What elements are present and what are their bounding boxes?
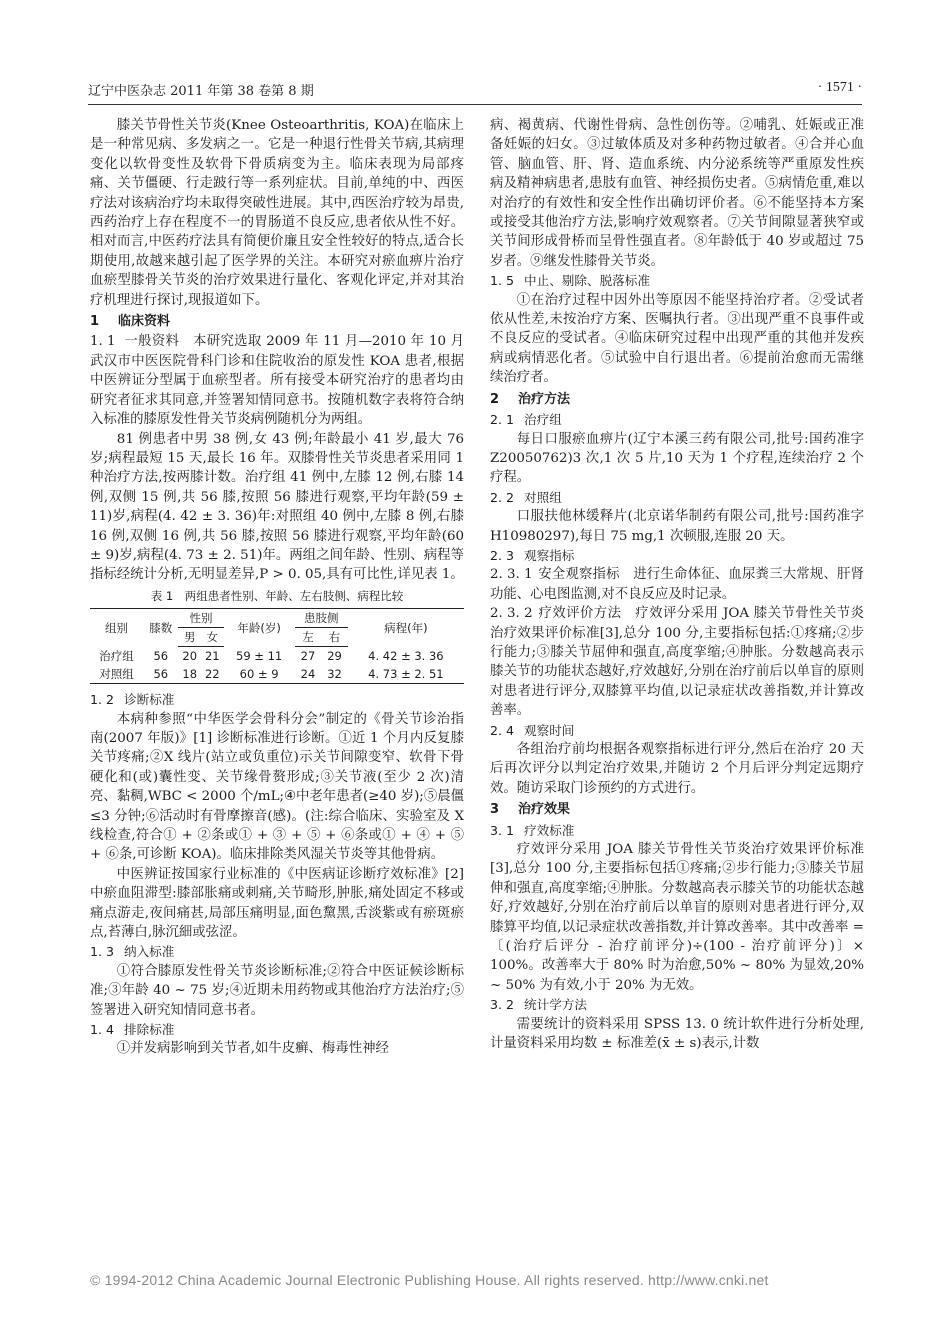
cell-knees: 56 [153,667,169,682]
section-number: 2. 4 [490,722,515,738]
col-header-side: 患肢侧 [295,609,348,628]
section-2-4-heading [490,721,864,740]
cell-male: 18 [182,667,198,682]
statistics-paragraph: 需要统计的资料采用 SPSS 13. 0 统计软件进行分析处理,计量资料采用均数 ± 标准差(x̄ ± s)表示,计数 [490,1016,864,1052]
section-number: 3. 2 [490,997,515,1013]
copyright-footer: © 1994-2012 China Academic Journal Electronic Publishing House. All rights reserved. http://www.cnki.net [90,1272,769,1288]
section-2-3-1-text: 安全观察指标 进行生命体征、血尿粪三大常规、肝肾功能、心电图监测,对不良反应及时记录。 [490,567,864,602]
section-2-2-heading [490,488,864,507]
section-1-4-heading [90,1020,464,1039]
col-header-knees: 膝数 [149,620,173,635]
section-number: 2. 3 [490,547,515,563]
col-header-sex: 性别 [178,609,223,628]
col-header-female: 女 [201,628,224,647]
table-row [90,665,464,684]
col-header-left: 左 [295,628,322,647]
diagnosis-paragraph: 本病种参照“中华医学会骨科分会”制定的《骨关节诊治指南(2007 年版)》[1] 诊断标准进行诊断。①近 1 个月内反复膝关节疼痛;②X 线片(站立或负重位)示关节间隙变窄、软骨下骨硬化和(或)囊性变、关节缘骨赘形成;③关节液(至少 2 次)清亮、黏稠,WBC < 2000 个/mL;④中老年患者(≥40 岁);⑤晨僵≤3 分钟;⑥活动时有骨摩擦音(感)。(注:综合临床、实验室及 X 线检查,符合① + ②条或① + ③ + ⑤ + ⑥条或① + ④ + ⑤ + ⑥条,可诊断 KOA)。临床排除类风湿关节炎等其他骨病。 [90,711,464,863]
section-number: 1. 1 [90,334,116,350]
section-1-5-heading [490,271,864,290]
cell-left: 24 [300,667,316,682]
section-title: 纳入标准 [124,944,175,960]
cell-right: 32 [327,667,342,682]
col-header-group: 组别 [105,620,129,635]
intro-paragraph: 膝关节骨性关节炎(Knee Osteoarthritis, KOA)在临床上是一种常见病、多发病之一。它是一种退行性骨关节病,其病理变化以软骨变性及软骨下骨质病变为主。临床表现为局部疼痛、关节僵硬、行走跛行等一系列症状。目前,单纯的中、西医疗法对该病治疗均未取得突破性进展。其中,西医治疗较为昂贵,西药治疗上存在程度不一的胃肠道不良反应,患者依从性不好。相对而言,中医药疗法具有简便价廉且安全性较好的特点,适合长期使用,故越来越引起了医学界的关注。本研究对瘀血痹片治疗血瘀型膝骨关节炎的治疗效果进行量化、客观化评定,并对其治疗机理进行探讨,现报道如下。 [90,118,464,308]
dropout-paragraph: ①在治疗过程中因外出等原因不能坚持治疗者。②受试者依从性差,未按治疗方案、医嘱执行者。③出现严重不良事件或不良反应的受试者。④临床研究过程中出现严重的其他并发疾病或病情恶化者。⑤试验中自行退出者。⑥提前治愈而无需继续治疗者。 [490,292,864,386]
section-title: 观察指标 [524,547,575,563]
section-number: 3. 1 [490,822,515,838]
section-title: 治疗组 [524,412,562,428]
section-title: 诊断标准 [124,692,175,708]
col-header-age: 年龄(岁) [237,620,281,635]
section-1-1-text: 一般资料 本研究选取 2009 年 11 月—2010 年 10 月武汉市中医医院骨科门诊和住院收治的原发性 KOA 患者,根据中医辨证分型属于血瘀型者。所有接受本研究治疗的患者均由研究者征求其同意,并签署知情同意书。按随机数字表将符合纳入标准的膝原发性骨关节炎病例随机分为两组。 [90,334,464,428]
section-1-3-heading [90,942,464,961]
col-header-course: 病程(年) [384,620,428,635]
section-title: 对照组 [524,489,562,505]
tcm-diagnosis-paragraph: 中医辨证按国家行业标准的《中医病证诊断疗效标准》[2] 中瘀血阻滞型:膝部胀痛或刺痛,关节畸形,肿胀,痛处固定不移或痛点游走,夜间痛甚,局部压痛明显,面色黧黑,舌淡紫或有瘀斑瘀点,苔薄白,脉沉細或弦涩。 [90,866,464,941]
section-title: 观察时间 [524,722,575,738]
inclusion-paragraph: ①符合膝原发性骨关节炎诊断标准;②符合中医证候诊断标准;③年龄 40 ~ 75 岁;④近期未用药物或其他治疗方法治疗;⑤签署进入研究知情同意书者。 [90,963,464,1018]
table-caption: 表 1 两组患者性别、年龄、左右肢侧、病程比较 [150,588,404,603]
cell-course: 4. 73 ± 2. 51 [368,667,444,682]
header-rule [88,104,862,105]
section-2-1-heading [490,410,864,429]
cell-age: 60 ± 9 [239,667,279,682]
section-number: 1. 3 [90,944,115,960]
section-2-3-1 [490,565,864,604]
section-3-heading [490,800,864,819]
section-3-1-heading [490,821,864,840]
left-column [90,116,464,1059]
cell-course: 4. 42 ± 3. 36 [368,648,444,663]
table-1 [90,608,464,684]
col-header-male: 男 [178,628,201,647]
section-number: 2. 1 [490,412,515,428]
section-3-2-heading [490,995,864,1014]
treatment-group-paragraph: 每日口服瘀血痹片(辽宁本溪三药有限公司,批号:国药准字 Z20050762)3 次,1 次 5 片,10 天为 1 个疗程,连续治疗 2 个疗程。 [490,431,864,486]
section-number: 2 [490,391,500,407]
section-2-3-2 [490,604,864,720]
cell-female: 22 [204,667,220,682]
table-row [90,647,464,666]
section-title: 疗效标准 [524,822,575,838]
section-title: 临床资料 [118,314,171,330]
cell-left: 27 [300,649,316,664]
cell-male: 20 [182,649,198,664]
section-number: 1. 4 [90,1022,115,1038]
section-1-1 [90,332,464,429]
journal-title: 辽宁中医杂志 2011 年第 38 卷第 8 期 [88,84,314,99]
section-number: 1 [90,314,100,330]
cell-female: 21 [204,649,220,664]
section-1-heading [90,312,464,331]
cell-right: 29 [327,649,342,664]
col-header-right: 右 [321,628,348,647]
section-2-3-heading [490,546,864,565]
cell-group: 治疗组 [99,648,134,663]
demographics-paragraph: 81 例患者中男 38 例,女 43 例;年龄最小 41 岁,最大 76 岁;病程最短 15 天,最长 16 年。双膝骨性关节炎患者采用同 1 种治疗方法,按两膝计数。治疗组 41 例中,左膝 12 例,右膝 14 例,双侧 15 例,共 56 膝,按照 56 膝进行观察,平均年龄(59 ± 11)岁,病程(4. 42 ± 3. 36)年:对照组 40 例中,左膝 8 例,右膝 16 例,双侧 16 例,共 56 膝,按照 56 膝进行观察,平均年龄(60 ± 9)岁,病程(4. 73 ± 2. 51)年。两组之间年龄、性别、病程等指标经统计分析,无明显差异,P > 0. 05,具有可比性,详见表 1。 [90,431,464,583]
section-title: 中止、剔除、脱落标准 [524,273,650,289]
efficacy-criteria-paragraph: 疗效评分采用 JOA 膝关节骨性关节炎治疗效果评价标准[3],总分 100 分,主要指标包括①疼痛;②步行能力;③膝关节屈伸和强直,高度挛缩;④肿胀。分数越高表示膝关节的功能状态越好,疗效越好,分别在治疗前后以单盲的原则对患者进行评分,双膝算平均值,以记录症状改善指数,并计算改善率。其中改善率 =〔(治疗后评分 - 治疗前评分)÷(100 - 治疗前评分)〕× 100%。改善率大于 80% 时为治愈,50% ~ 80% 为显效,20% ~ 50% 为有效,小于 20% 为无效。 [490,842,864,993]
section-title: 排除标准 [124,1022,175,1038]
section-1-2-heading [90,690,464,709]
section-number: 1. 2 [90,692,115,708]
section-2-3-2-text: 疗效评价方法 疗效评分采用 JOA 膝关节骨性关节炎治疗效果评价标准[3],总分 100 分,主要指标包括:①疼痛;②步行能力;③膝关节屈伸和强直,高度挛缩;④肿胀。分数越高表示膝关节的功能状态越好,疗效越好,分别在治疗前后以单盲的原则对患者进行评分,双膝算平均值,以记录症状改善指数,并计算改善率。 [490,606,864,719]
section-title: 统计学方法 [524,997,587,1013]
section-number: 2. 3. 1 [490,567,533,583]
observation-time-paragraph: 各组治疗前均根据各观察指标进行评分,然后在治疗 20 天后再次评分以判定治疗效果,并随访 2 个月后评分判定远期疗效。随访采取门诊预约的方式进行。 [490,742,864,796]
exclusion-continued: 病、褐黄病、代谢性骨病、急性创伤等。②哺乳、妊娠或正准备妊娠的妇女。③过敏体质及对多种药物过敏者。④合并心血管、脑血管、肝、肾、造血系统、内分泌系统等严重原发性疾病及精神病患者,患肢有血管、神经损伤史者。⑤病情危重,难以对治疗的有效性和安全性作出确切评价者。⑥不能坚持本方案或接受其他治疗方法,影响疗效观察者。⑦关节间隙显著狭窄或关节间形成骨桥而呈骨性强直者。⑧年龄低于 40 岁或超过 75 岁者。⑨继发性膝骨关节炎。 [490,118,864,269]
exclusion-paragraph: ①并发病影响到关节者,如牛皮癣、梅毒性神经 [116,1041,389,1057]
section-number: 2. 3. 2 [490,606,533,622]
page-number: · 1571 · [817,80,862,95]
section-title: 治疗方法 [518,391,571,407]
section-2-heading [490,390,864,409]
section-number: 3 [490,802,500,818]
cell-age: 59 ± 11 [236,648,283,663]
section-number: 1. 5 [490,273,515,289]
cell-group: 对照组 [99,667,134,682]
control-group-paragraph: 口服扶他林缓释片(北京诺华制药有限公司,批号:国药准字 H10980297),每日 75 mg,1 次顿服,连服 20 天。 [490,509,864,544]
running-header [88,80,862,104]
section-title: 治疗效果 [518,802,571,818]
section-number: 2. 2 [490,489,515,505]
right-column [490,116,864,1054]
cell-knees: 56 [153,648,169,663]
